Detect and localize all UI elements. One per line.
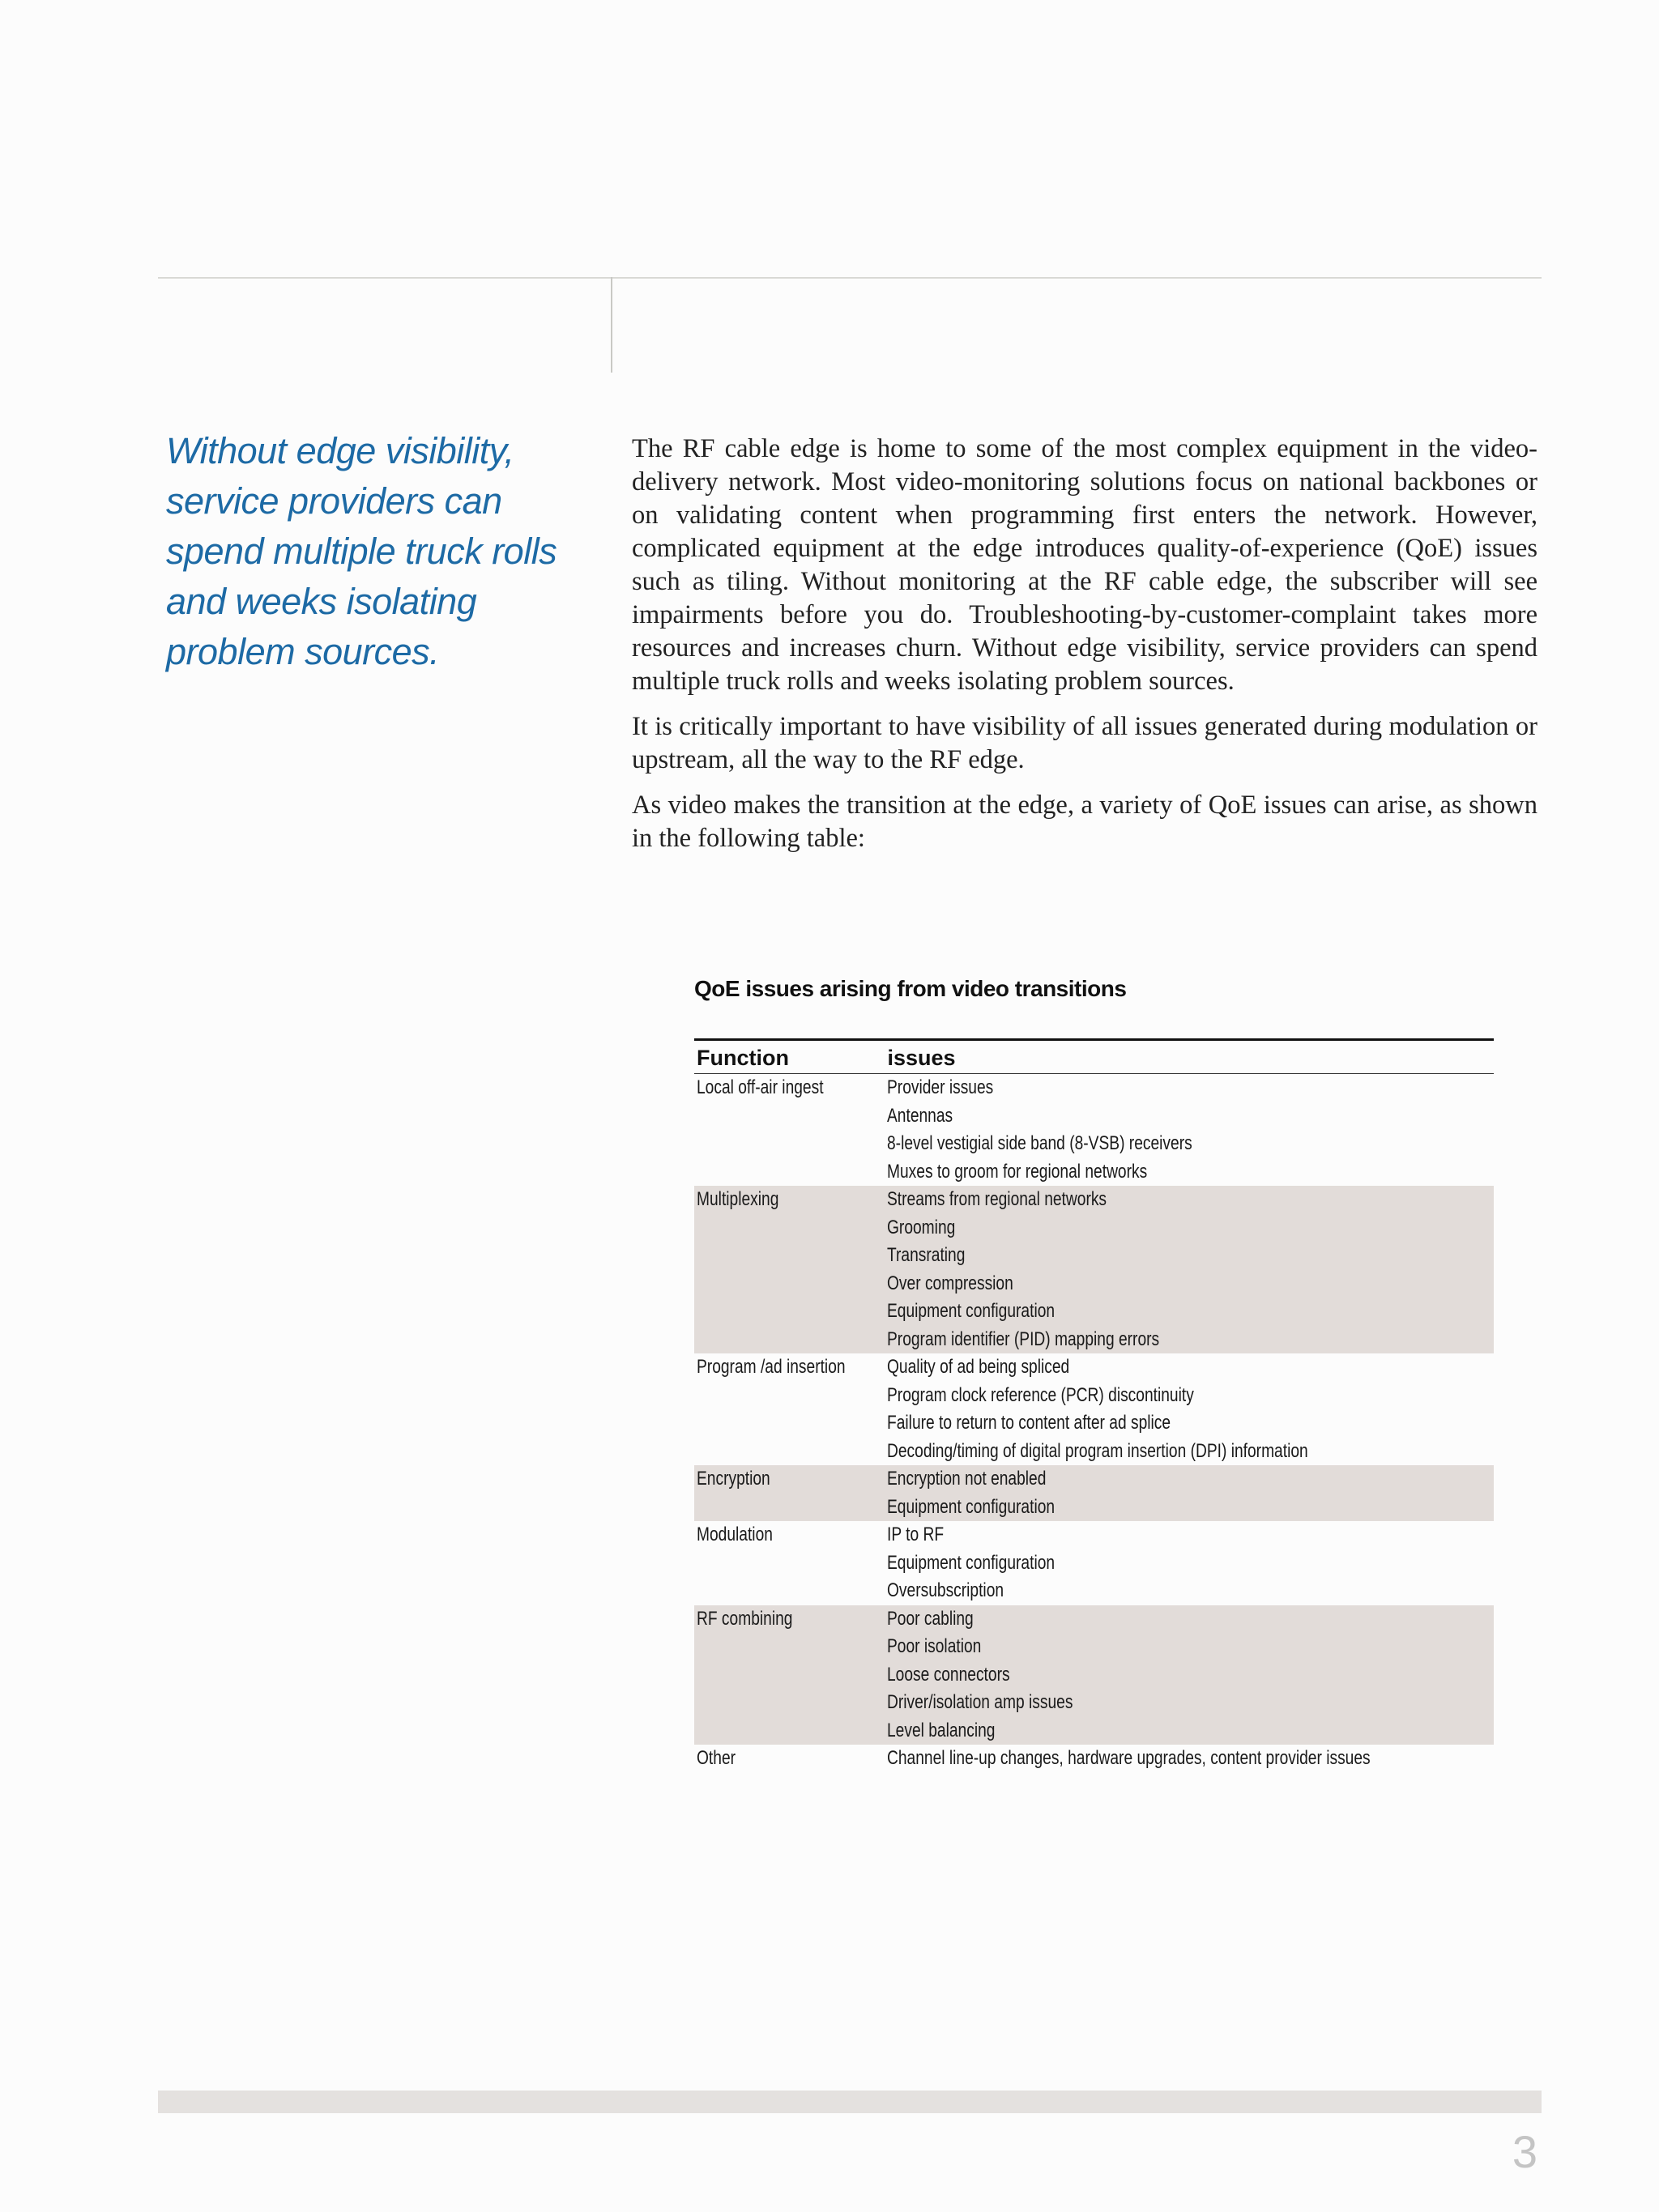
- issue-item: Oversubscription: [887, 1579, 1004, 1601]
- table-row: [694, 1465, 1494, 1521]
- issue-item: Streams from regional networks: [887, 1188, 1107, 1210]
- issues-cell: [885, 1521, 1494, 1605]
- issue-item: Program identifier (PID) mapping errors: [887, 1328, 1160, 1350]
- function-label: Encryption: [697, 1468, 770, 1490]
- function-label: Multiplexing: [697, 1188, 779, 1210]
- function-cell: [694, 1353, 885, 1465]
- function-label: Local off-air ingest: [697, 1076, 824, 1098]
- vertical-divider: [611, 277, 612, 373]
- body-paragraph: It is critically important to have visibility of all issues generated during modulation or upstream, all the way to the RF edge.: [632, 712, 1537, 774]
- issue-item: Encryption not enabled: [887, 1468, 1047, 1490]
- table-title: QoE issues arising from video transitions: [694, 976, 1127, 1001]
- issues-cell: [885, 1605, 1494, 1745]
- column-header-issues: issues: [885, 1040, 1494, 1074]
- table-row: [694, 1605, 1494, 1745]
- table-body: [694, 1074, 1494, 1773]
- function-cell: [694, 1745, 885, 1773]
- issue-item: Antennas: [887, 1104, 953, 1127]
- function-label: RF combining: [697, 1607, 793, 1630]
- issue-item: IP to RF: [887, 1524, 945, 1545]
- issue-item: Provider issues: [887, 1076, 994, 1098]
- footer-bar: [158, 2091, 1542, 2113]
- issue-item: Equipment configuration: [887, 1300, 1056, 1322]
- qoe-issues-table: [694, 1038, 1494, 1773]
- issue-item: Failure to return to content after ad splice: [887, 1412, 1171, 1434]
- issues-cell: [885, 1186, 1494, 1353]
- function-cell: [694, 1605, 885, 1745]
- issue-item: Channel line-up changes, hardware upgrades, content provider issues: [887, 1747, 1371, 1769]
- issue-item: Equipment configuration: [887, 1551, 1056, 1574]
- issue-item: Poor cabling: [887, 1607, 975, 1630]
- pull-quote: Without edge visibility, service providers can spend multiple truck rolls and weeks isolating problem sources.: [166, 430, 557, 672]
- issue-item: Poor isolation: [887, 1635, 982, 1657]
- function-cell: [694, 1521, 885, 1605]
- body-text: [632, 433, 1537, 867]
- issue-item: Driver/isolation amp issues: [887, 1691, 1073, 1713]
- table-row: [694, 1745, 1494, 1773]
- issue-item: Program clock reference (PCR) discontinuity: [887, 1383, 1195, 1406]
- table-row: [694, 1074, 1494, 1187]
- issue-item: Transrating: [887, 1244, 966, 1266]
- issues-cell: [885, 1745, 1494, 1773]
- issue-item: 8-level vestigial side band (8-VSB) receivers: [887, 1132, 1193, 1154]
- issue-item: Loose connectors: [887, 1663, 1011, 1686]
- issue-item: Level balancing: [887, 1719, 996, 1741]
- table-header-row: [694, 1040, 1494, 1074]
- issue-item: Grooming: [887, 1216, 956, 1238]
- issues-cell: [885, 1353, 1494, 1465]
- issue-item: Equipment configuration: [887, 1495, 1056, 1518]
- issue-item: Decoding/timing of digital program insertion (DPI) information: [887, 1439, 1309, 1462]
- body-paragraph: The RF cable edge is home to some of the most complex equipment in the video-delivery network. Most video-monitoring solutions focus on national backbones or on validating content when programming first enters the network. However, complicated equipment at the edge introduces quality-of-experience (QoE) issues such as tiling. Without monitoring at the RF cable edge, the subscriber will see impairments before you do. Troubleshooting-by-customer-complaint takes more resources and increases churn. Without edge visibility, service providers can spend multiple truck rolls and weeks isolating problem sources.: [632, 434, 1537, 696]
- table-row: [694, 1353, 1494, 1465]
- function-cell: [694, 1186, 885, 1353]
- function-cell: [694, 1074, 885, 1187]
- issue-item: Muxes to groom for regional networks: [887, 1160, 1148, 1183]
- column-header-function: Function: [694, 1040, 885, 1074]
- body-paragraph: As video makes the transition at the edge, a variety of QoE issues can arise, as shown in the following table:: [632, 791, 1537, 853]
- issue-item: Over compression: [887, 1272, 1014, 1294]
- page-number: 3: [1512, 2126, 1537, 2177]
- issues-cell: [885, 1074, 1494, 1187]
- qoe-table-block: [694, 976, 1478, 1773]
- table-row: [694, 1186, 1494, 1353]
- top-divider: [158, 277, 1542, 279]
- issues-cell: [885, 1465, 1494, 1521]
- table-row: [694, 1521, 1494, 1605]
- function-label: Other: [697, 1747, 736, 1769]
- function-cell: [694, 1465, 885, 1521]
- function-label: Modulation: [697, 1524, 773, 1545]
- issue-item: Quality of ad being spliced: [887, 1356, 1070, 1378]
- function-label: Program /ad insertion: [697, 1356, 846, 1378]
